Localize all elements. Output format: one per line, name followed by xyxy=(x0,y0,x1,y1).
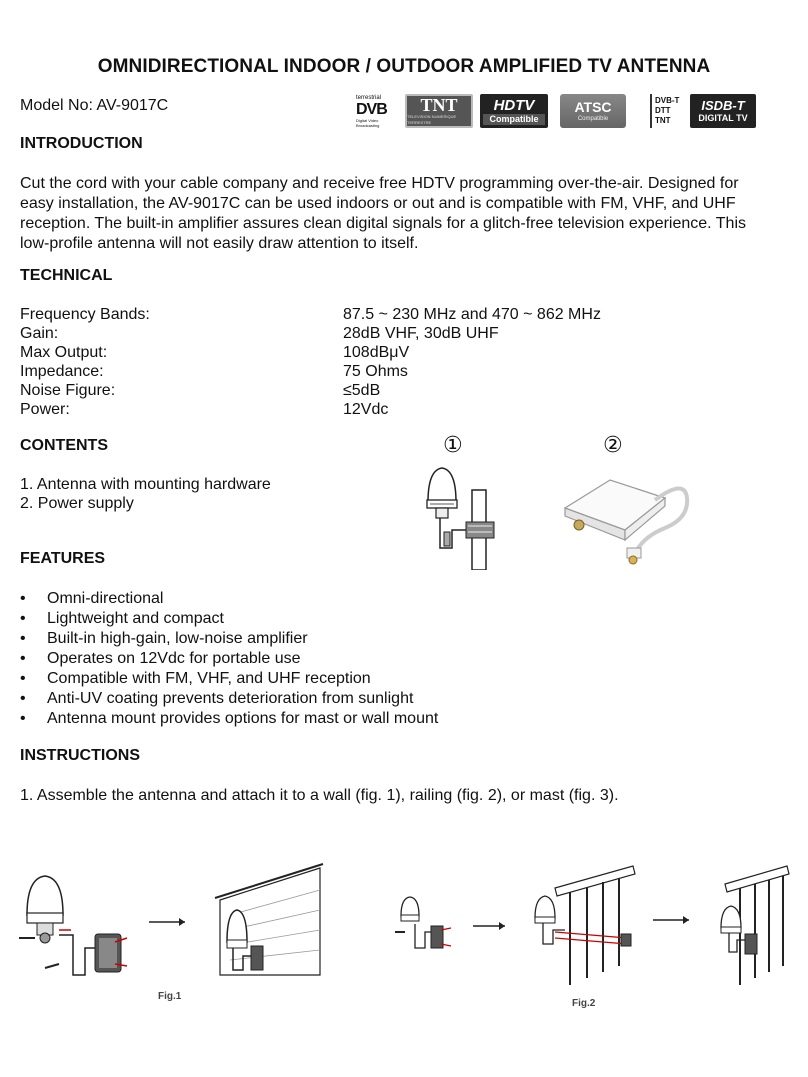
bullet-icon: • xyxy=(20,670,26,687)
bullet-icon: • xyxy=(20,630,26,647)
atsc-logo-main: ATSC xyxy=(574,98,612,115)
spec-value: 75 Ohms xyxy=(343,363,408,380)
hdtv-logo xyxy=(480,94,548,128)
feature-text: Anti-UV coating prevents deterioration from sunlight xyxy=(47,690,414,707)
feature-text: Built-in high-gain, low-noise amplifier xyxy=(47,630,308,647)
features-heading: FEATURES xyxy=(20,550,106,567)
tnt-logo-main: TNT xyxy=(420,95,458,115)
instruction-step: 1. Assemble the antenna and attach it to a wall (fig. 1), railing (fig. 2), or mast (fig. 3). xyxy=(20,787,619,804)
feature-text: Lightweight and compact xyxy=(47,610,224,627)
bullet-icon: • xyxy=(20,610,26,627)
item-marker-1: ① xyxy=(443,432,463,457)
spec-value: 87.5 ~ 230 MHz and 470 ~ 862 MHz xyxy=(343,306,601,323)
spec-label: Impedance: xyxy=(20,363,104,380)
intro-line: Cut the cord with your cable company and receive free HDTV programming over-the-air. Designed for xyxy=(20,175,739,192)
atsc-logo-sub: Compatible xyxy=(577,115,609,122)
dvbt-logo xyxy=(650,94,691,128)
isdbt-logo-main: ISDB-T xyxy=(701,97,745,113)
spec-label: Gain: xyxy=(20,325,59,342)
intro-line: reception. The built-in amplifier assures clean digital signals for a glitch-free television experience. This xyxy=(20,215,746,232)
fig1-caption: Fig.1 xyxy=(158,991,182,1002)
power-supply-illustration xyxy=(555,468,695,578)
bullet-icon: • xyxy=(20,590,26,607)
hdtv-logo-main: HDTV xyxy=(493,96,535,114)
item-marker-2: ② xyxy=(603,432,623,457)
dvb-logo xyxy=(356,94,392,128)
dvb-logo-top: terrestrial xyxy=(356,94,382,101)
isdbt-logo-sub: DIGITAL TV xyxy=(698,112,748,123)
spec-value: 28dB VHF, 30dB UHF xyxy=(343,325,499,342)
intro-line: easy installation, the AV-9017C can be used indoors or out and is compatible with FM, VHF, and UHF xyxy=(20,195,736,212)
feature-text: Omni-directional xyxy=(47,590,164,607)
dvbt-logo-line3: TNT xyxy=(655,116,671,125)
spec-value: ≤5dB xyxy=(343,382,381,399)
spec-label: Power: xyxy=(20,401,70,418)
isdbt-logo xyxy=(690,94,756,128)
instructions-heading: INSTRUCTIONS xyxy=(20,747,140,764)
spec-value: 12Vdc xyxy=(343,401,389,418)
feature-text: Operates on 12Vdc for portable use xyxy=(47,650,301,667)
spec-value: 108dBμV xyxy=(343,344,410,361)
fig1-illustration xyxy=(15,860,335,990)
dvb-logo-sub: Digital Video Broadcasting xyxy=(356,117,380,128)
spec-label: Frequency Bands: xyxy=(20,306,150,323)
contents-item: 1. Antenna with mounting hardware xyxy=(20,476,271,493)
bullet-icon: • xyxy=(20,650,26,667)
spec-label: Noise Figure: xyxy=(20,382,116,399)
document-title: OMNIDIRECTIONAL INDOOR / OUTDOOR AMPLIFIED TV ANTENNA xyxy=(97,56,711,77)
fig2-illustration xyxy=(395,860,795,990)
dvbt-logo-line2: DTT xyxy=(655,106,671,115)
feature-text: Antenna mount provides options for mast or wall mount xyxy=(47,710,439,727)
atsc-logo xyxy=(560,94,626,128)
bullet-icon: • xyxy=(20,710,26,727)
technical-heading: TECHNICAL xyxy=(20,267,113,284)
dvb-logo-main: DVB xyxy=(356,100,387,118)
contents-item: 2. Power supply xyxy=(20,495,134,512)
hdtv-logo-sub: Compatible xyxy=(483,114,545,125)
tnt-logo xyxy=(405,94,473,128)
feature-text: Compatible with FM, VHF, and UHF reception xyxy=(47,670,371,687)
contents-heading: CONTENTS xyxy=(20,437,108,454)
spec-label: Max Output: xyxy=(20,344,108,361)
bullet-icon: • xyxy=(20,690,26,707)
tnt-logo-sub: TELEVISION NUMERIQUE TERRESTRE xyxy=(407,114,457,125)
dvbt-logo-line1: DVB-T xyxy=(655,96,680,105)
intro-heading: INTRODUCTION xyxy=(20,135,143,152)
intro-paragraph xyxy=(20,174,780,254)
antenna-illustration xyxy=(410,460,520,570)
model-number: Model No: AV-9017C xyxy=(20,97,169,114)
intro-line: low-profile antenna will not easily draw attention to itself. xyxy=(20,235,419,252)
fig2-caption: Fig.2 xyxy=(572,998,596,1009)
